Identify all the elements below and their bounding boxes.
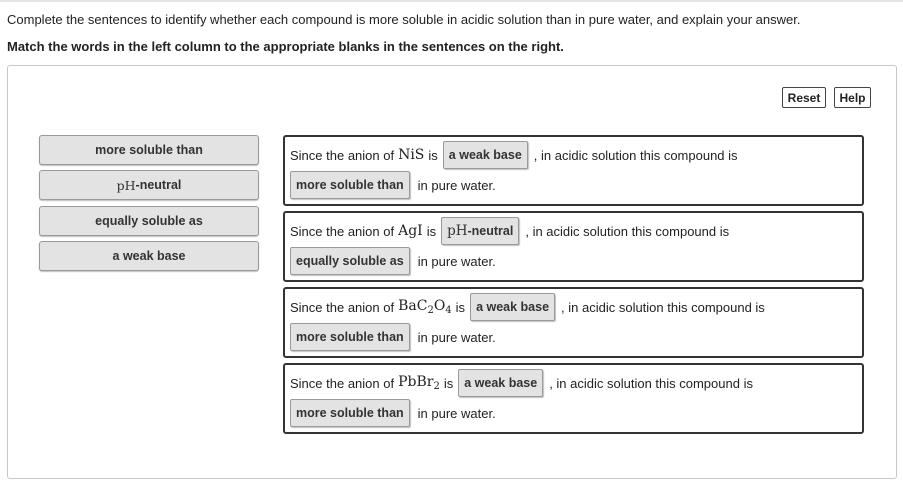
- blank-anion-type[interactable]: a weak base: [458, 369, 543, 397]
- sentence-is: is: [443, 375, 454, 391]
- blank-anion-type[interactable]: [441, 217, 519, 245]
- neutral-text: -neutral: [467, 224, 514, 238]
- blank-solubility[interactable]: equally soluble as: [290, 247, 410, 275]
- sentence-is: is: [428, 147, 438, 163]
- question-instructions: Complete the sentences to identify whether each compound is more soluble in acidic solution than in pure water, and explain your answer.: [7, 12, 801, 27]
- help-button[interactable]: Help: [834, 87, 871, 108]
- neutral-text: -neutral: [135, 178, 182, 192]
- sentence-nis: [283, 135, 864, 206]
- ph-text: pH: [447, 223, 468, 239]
- sentence-end: in pure water.: [417, 329, 496, 345]
- match-instructions: Match the words in the left column to the appropriate blanks in the sentences on the right.: [7, 39, 564, 54]
- sentence-pbbr2: [283, 363, 864, 434]
- word-tile-more-soluble[interactable]: more soluble than: [39, 135, 259, 165]
- blank-solubility[interactable]: more soluble than: [290, 323, 410, 351]
- sentence-agi: [283, 211, 864, 282]
- sentence-prefix: Since the anion of: [290, 299, 395, 315]
- ph-text: pH: [116, 177, 136, 193]
- compound-agi: AgI: [398, 223, 423, 239]
- word-tile-weak-base[interactable]: a weak base: [39, 241, 259, 271]
- sentence-prefix: Since the anion of: [290, 147, 395, 163]
- sentence-end: in pure water.: [417, 177, 496, 193]
- sentence-bac2o4: [283, 287, 864, 358]
- word-tile-equally-soluble[interactable]: equally soluble as: [39, 206, 259, 236]
- sentence-end: in pure water.: [417, 405, 496, 421]
- blank-solubility[interactable]: more soluble than: [290, 399, 410, 427]
- compound-bac2o4: $BaC_2O_4$: [398, 298, 452, 316]
- blank-anion-type[interactable]: a weak base: [470, 293, 555, 321]
- sentence-prefix: Since the anion of: [290, 375, 395, 391]
- sentence-middle: , in acidic solution this compound is: [533, 147, 738, 163]
- sentence-is: is: [426, 223, 437, 239]
- sentence-middle: , in acidic solution this compound is: [561, 299, 765, 315]
- sentence-prefix: Since the anion of: [290, 223, 395, 239]
- sentence-middle: , in acidic solution this compound is: [525, 223, 730, 239]
- compound-nis: NiS: [398, 147, 425, 163]
- reset-button[interactable]: Reset: [782, 87, 826, 108]
- sentence-middle: , in acidic solution this compound is: [549, 375, 753, 391]
- word-tile-ph-neutral[interactable]: [39, 170, 259, 200]
- sentence-end: in pure water.: [417, 253, 496, 269]
- top-divider: [0, 0, 903, 2]
- blank-solubility[interactable]: more soluble than: [290, 171, 410, 199]
- blank-anion-type[interactable]: a weak base: [443, 141, 528, 169]
- compound-pbbr2: PbBr$_2$: [398, 374, 440, 392]
- sentence-is: is: [455, 299, 466, 315]
